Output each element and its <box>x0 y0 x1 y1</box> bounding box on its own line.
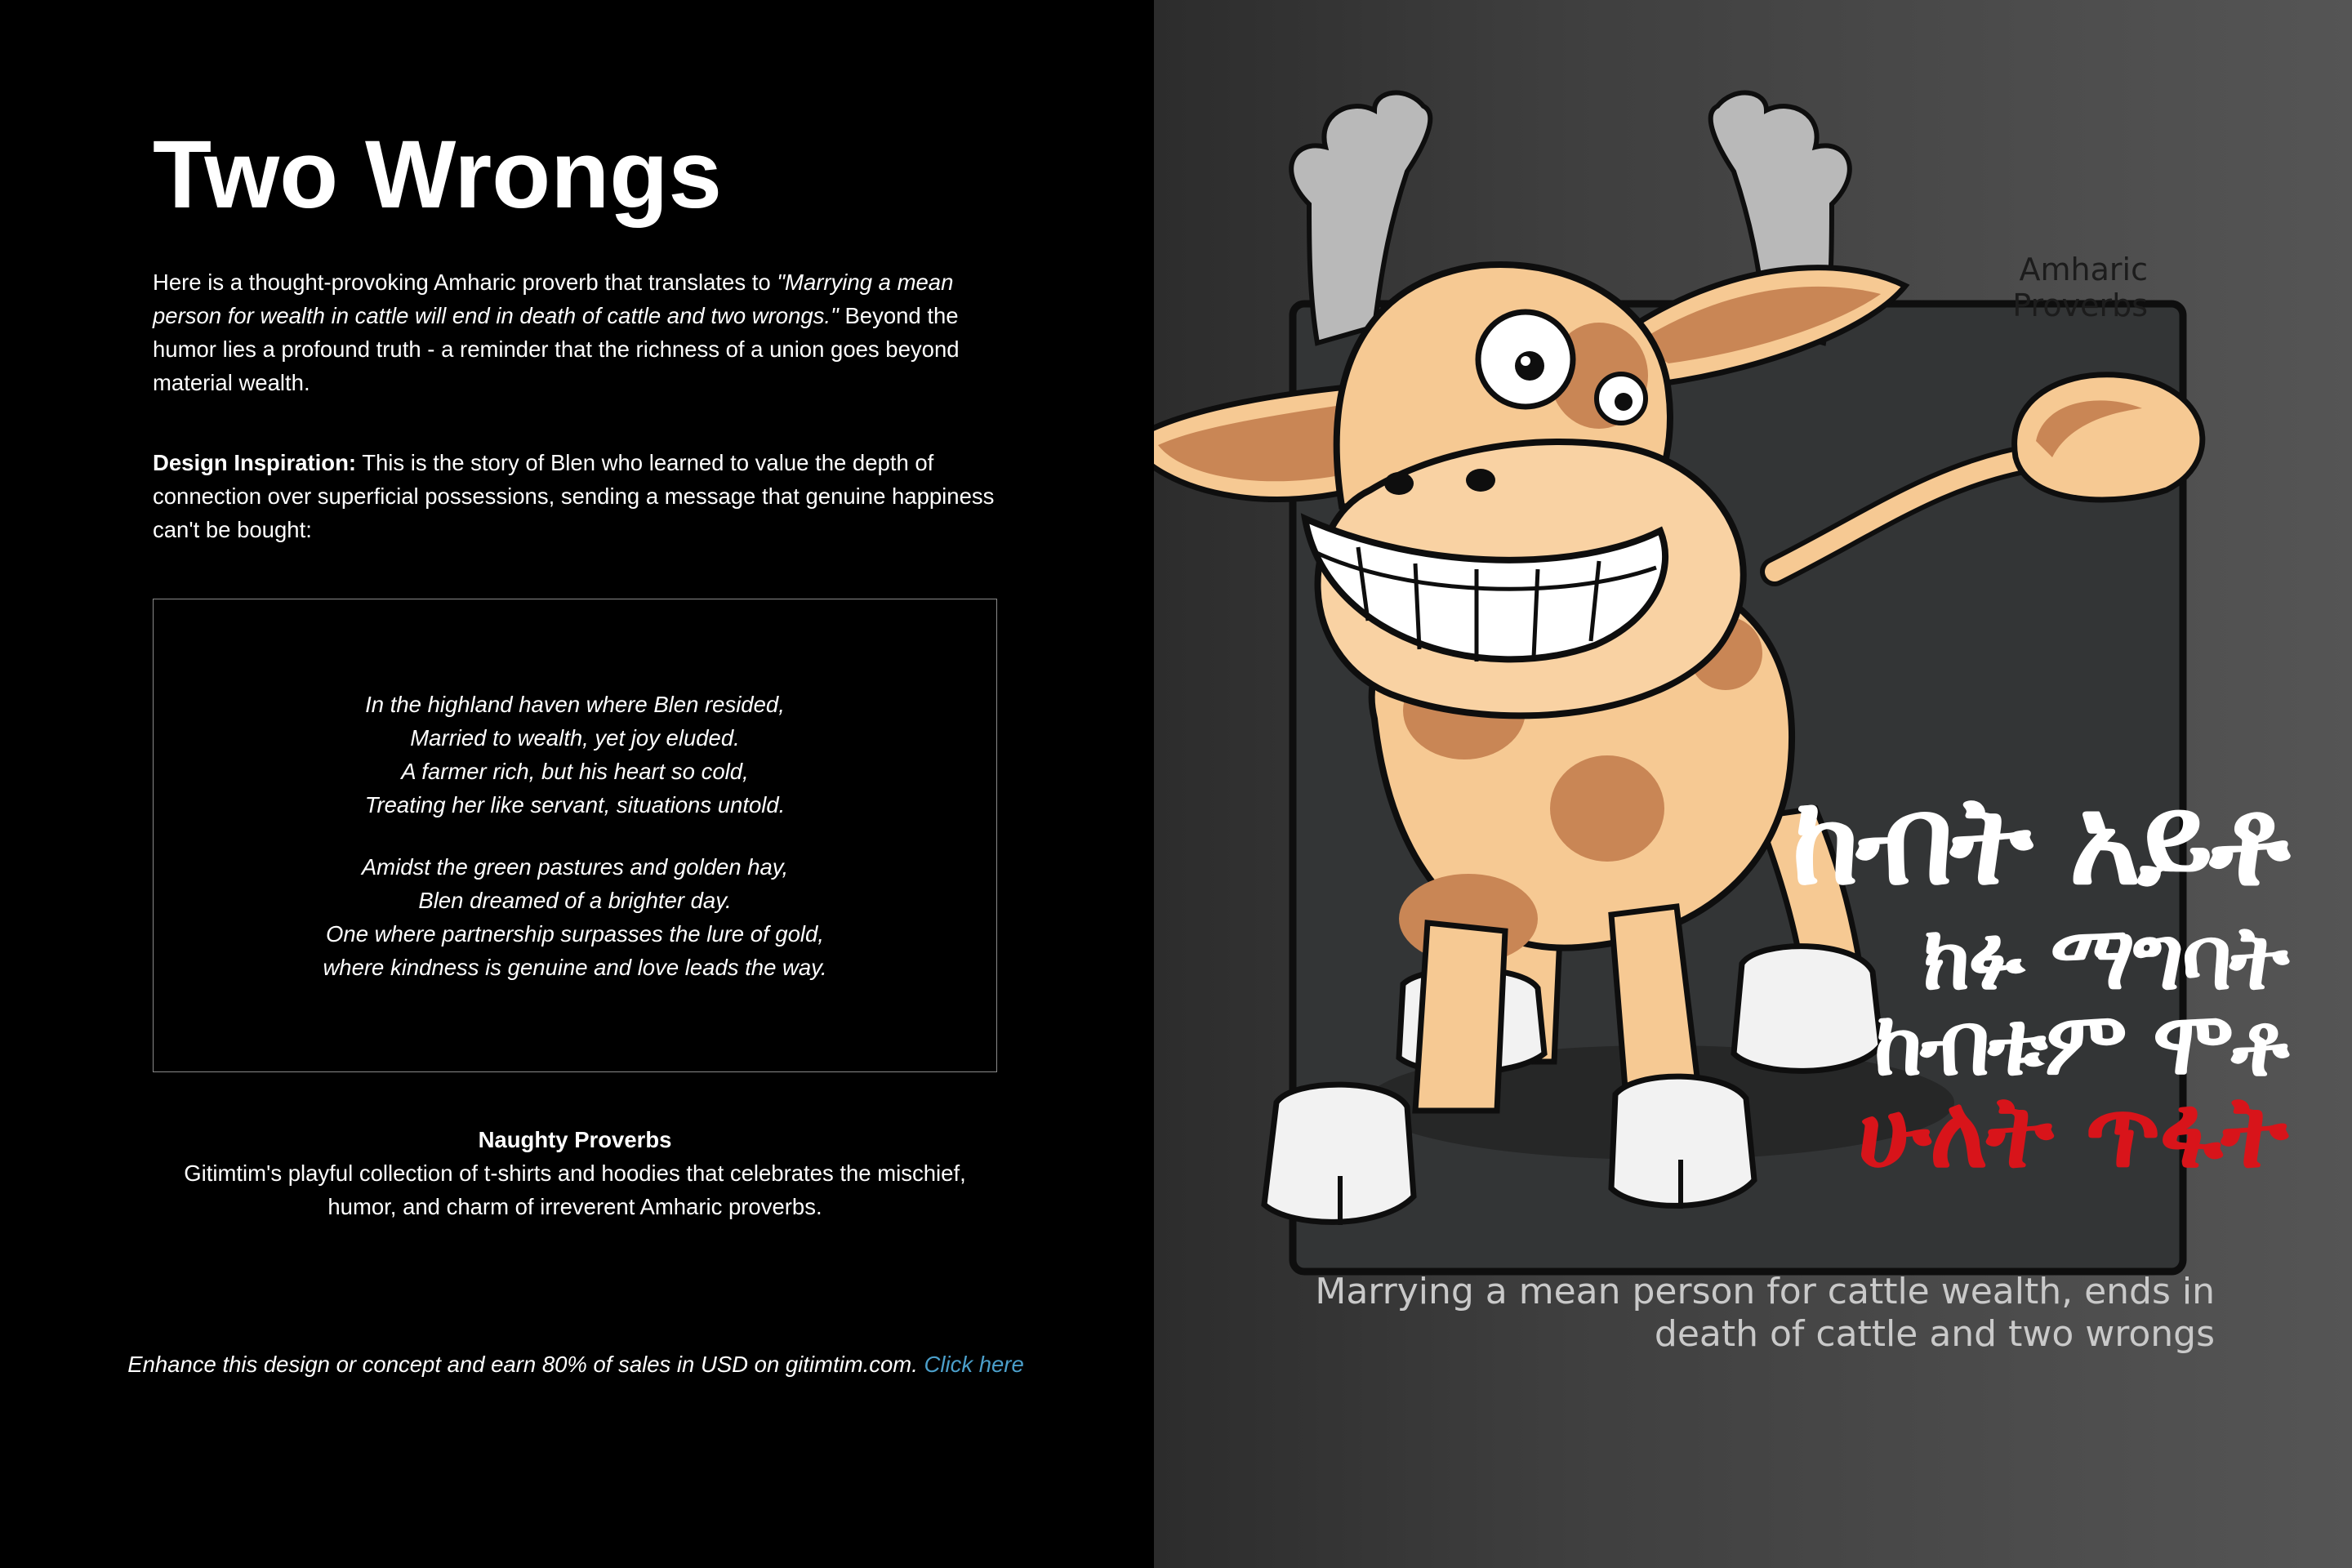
description-panel <box>0 0 1154 1568</box>
intro-paragraph <box>153 265 1002 399</box>
artwork-caption: Marrying a mean person for cattle wealth, ends in death of cattle and two wrongs <box>1315 1271 2215 1355</box>
inspiration-paragraph <box>153 446 1002 546</box>
poem-line: One where partnership surpasses the lure of gold, <box>326 920 824 947</box>
inspiration-label: Design Inspiration: <box>153 450 357 475</box>
poem-line: where kindness is genuine and love leads the way. <box>323 954 827 980</box>
poem-line: Treating her like servant, situations untold. <box>364 791 786 817</box>
intro-tail: Beyond the humor lies a profound truth - a reminder that the richness of a union goes beyond material wealth. <box>153 303 960 395</box>
intro-lead: Here is a thought-provoking Amharic proverb that translates to <box>153 270 777 295</box>
poem-line: Blen dreamed of a brighter day. <box>418 887 732 913</box>
poem-line: In the highland haven where Blen resided, <box>365 691 785 717</box>
inspiration-text: This is the story of Blen who learned to value the depth of connection over superficial possessions, sending a message that genuine happiness can't be bought: <box>153 450 995 542</box>
amharic-line-4: ሁለት ጥፋት <box>1857 1074 2287 1190</box>
poem-line: A farmer rich, but his heart so cold, <box>401 758 749 784</box>
amharic-line-3: ከብቱም ሞቶ <box>1873 993 2287 1095</box>
amharic-line-1: ከብት አይቶ <box>1792 770 2287 912</box>
poem-stanza <box>365 688 786 822</box>
poem-line: Amidst the green pastures and golden hay, <box>361 853 789 880</box>
cta-text: Enhance this design or concept and earn 80% of sales in USD on gitimtim.com. <box>127 1352 924 1377</box>
cta-line <box>106 1348 1045 1381</box>
page-title: Two Wrongs <box>153 121 722 229</box>
click-here-link[interactable]: Click here <box>924 1352 1024 1377</box>
intro-quote: "Marrying a mean person for wealth in cattle will end in death of cattle and two wrongs." <box>153 270 954 328</box>
collection-heading: Naughty Proverbs <box>478 1127 672 1152</box>
poem-box <box>153 599 997 1072</box>
collection-block <box>153 1123 997 1223</box>
poem-stanza <box>323 850 826 984</box>
artwork-panel <box>1154 0 2352 1568</box>
brand-label: Amharic Proverbs <box>2012 252 2148 323</box>
amharic-line-2: ክፉ ማግባት <box>1922 907 2287 1009</box>
poem-line: Married to wealth, yet joy eluded. <box>410 724 740 751</box>
collection-text: Gitimtim's playful collection of t-shirts and hoodies that celebrates the mischief, humor, and charm of irreverent Amharic proverbs. <box>184 1160 966 1219</box>
